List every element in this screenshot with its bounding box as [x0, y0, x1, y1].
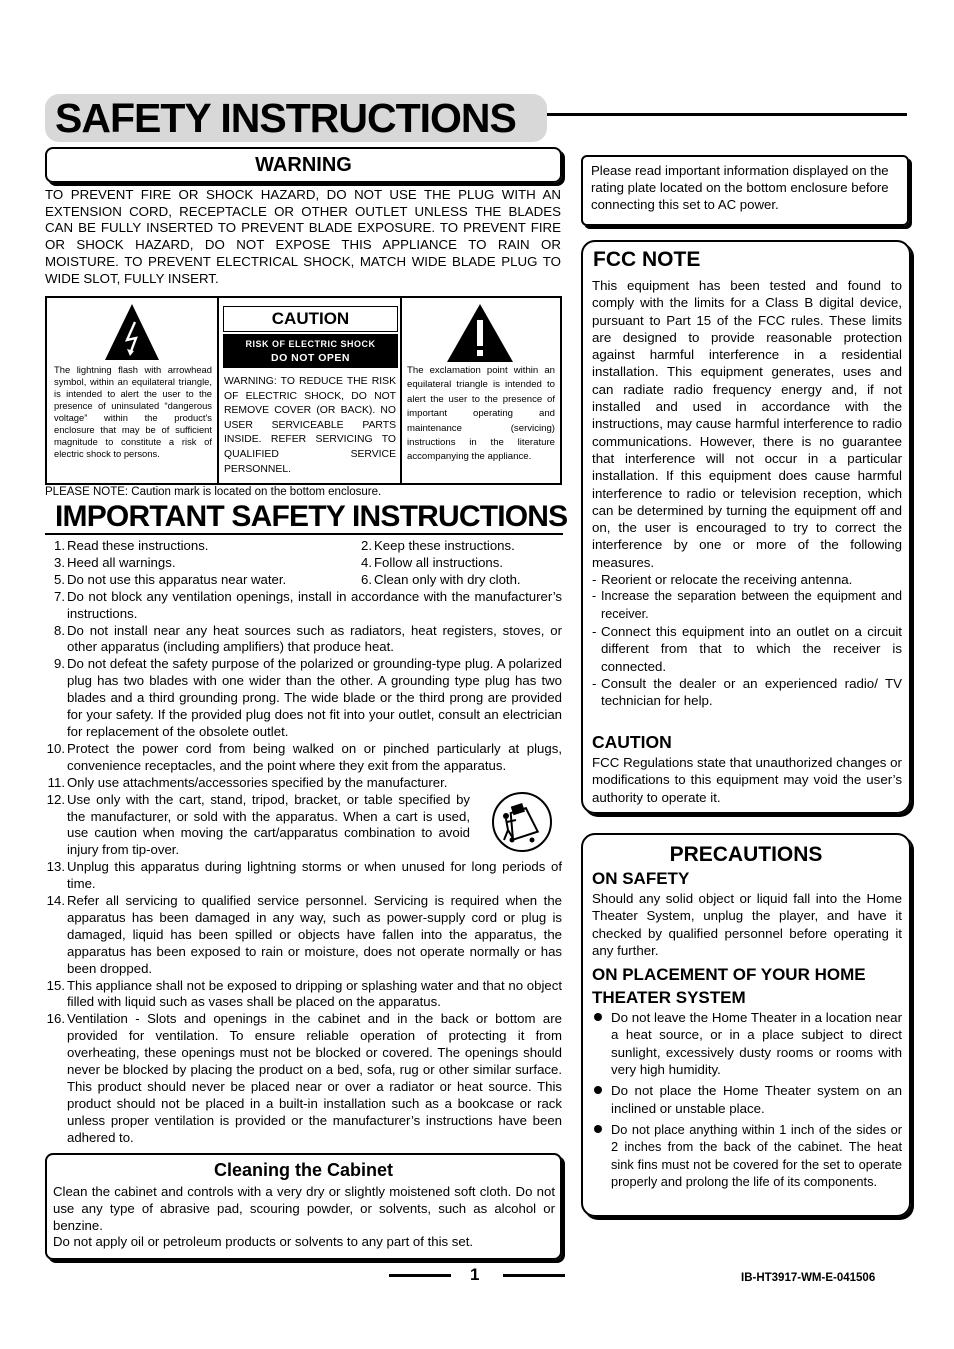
item-number: 4.	[361, 554, 372, 570]
fcc-caution-title: CAUTION	[592, 732, 672, 752]
item-text: Do not install near any heat sources such as radiators, heat registers, stoves, or other apparatus (including amplifiers) that produce heat.	[67, 622, 562, 655]
cleaning-title: Cleaning the Cabinet	[213, 1160, 393, 1180]
list-item	[592, 1121, 902, 1190]
item-number: 5.	[54, 571, 65, 587]
list-item	[45, 538, 562, 555]
cleaning-text-1: Clean the cabinet and controls with a very dry or slightly moistened soft cloth. Do not use any type of abrasive pad, scouring powder, or solvents, such as alcohol or benzine.	[53, 1184, 555, 1233]
list-item	[45, 589, 562, 623]
lightning-triangle-icon	[103, 302, 161, 362]
shock-line-2: DO NOT OPEN	[270, 352, 350, 364]
isi-title: IMPORTANT SAFETY INSTRUCTIONS	[55, 500, 568, 533]
placement-list	[592, 1009, 902, 1190]
item-text: Read these instructions.	[67, 538, 209, 553]
measure-text: Reorient or relocate the receiving antenna.	[601, 572, 853, 588]
item-number: 7.	[54, 588, 65, 604]
on-safety-text: Should any solid object or liquid fall into the Home Theater System, unplug the player, and have it checked by qualified personnel before operating it any further.	[592, 891, 902, 958]
precautions-box	[581, 833, 911, 1217]
fcc-caution-text: FCC Regulations state that unauthorized changes or modifications to this equipment may void the user’s authority to operate it.	[592, 755, 902, 805]
isi-rule	[45, 533, 563, 535]
bullet-icon	[594, 1013, 602, 1021]
item-number: 13.	[46, 859, 65, 875]
fcc-text: This equipment has been tested and found to comply with the limits for a Class B digital device, pursuant to Part 15 of the FCC rules. These limits are designed to provide reasonable protection against harmful interference in a residential installation. This equipment generates, uses and can radiate radio frequency energy and, if not installed and used in accordance with the instructions, may cause harmful interference to radio communications. However, there is no guarantee that interference will not occur in a particular installation. If this equipment does cause harmful interference to radio or television reception, which can be determined by turning the equipment off and on, the user is encouraged to try to correct the interference by one or more of the following measures.	[592, 278, 902, 570]
item-number: 1.	[54, 538, 65, 553]
cleaning-box	[45, 1153, 562, 1260]
lightning-text: The lightning flash with arrowhead symbol, within an equilateral triangle, is intended to alert the user to the presence of uninsulated “dangerous voltage” within the product's enclosure that may be of sufficient magnitude to constitute a risk of electric shock to persons.	[54, 364, 212, 459]
list-item	[45, 656, 562, 741]
item-number: 8.	[54, 622, 65, 638]
item-text: Refer all servicing to qualified service personnel. Servicing is required when the apparatus has been damaged in any way, such as power-supply cord or plug is damaged, liquid has been spilled or objects have fallen into the apparatus, the apparatus has been exposed to rain or moisture, does not operate normally or has been dropped.	[67, 893, 562, 976]
item-number: 11.	[47, 774, 65, 790]
lightning-panel	[47, 298, 219, 483]
item-text: Only use attachments/accessories specified by the manufacturer.	[67, 774, 448, 790]
list-item	[45, 792, 562, 860]
bullet-icon	[594, 1086, 602, 1094]
item-number: 6.	[361, 571, 372, 587]
exclamation-triangle-icon	[445, 302, 515, 364]
warning-heading: WARNING	[45, 147, 562, 183]
list-item	[45, 893, 562, 978]
item-number: 15.	[46, 977, 65, 993]
shock-line-1: RISK OF ELECTRIC SHOCK	[245, 339, 376, 349]
item-text: This appliance shall not be exposed to dripping or splashing water and that no object filled with liquid such as vases shall be placed on the apparatus.	[67, 977, 562, 1010]
rating-note-text: Please read important information displayed on the rating plate located on the bottom enclosure before connecting this set to AC power.	[591, 163, 889, 212]
fcc-body	[592, 277, 902, 709]
item-number: 16.	[46, 1011, 65, 1027]
list-item	[45, 1011, 562, 1146]
title-rule	[547, 113, 907, 116]
list-item: - Connect this equipment into an outlet on a circuit different from that to which the receiver is connected.	[592, 623, 902, 674]
instructions-list	[45, 538, 562, 1147]
placement-text: Do not place anything within 1 inch of the sides or 2 inches from the back of the cabinet. The heat sink fins must not be covered for the set to operate properly and prolong the life of its components.	[611, 1121, 902, 1189]
measure-text: Increase the separation between the equipment and receiver.	[601, 589, 902, 621]
item-text: Do not use this apparatus near water.	[67, 571, 287, 587]
caution-label: CAUTION	[223, 306, 398, 332]
page-number-rule-left	[389, 1274, 451, 1277]
exclamation-panel	[402, 298, 560, 483]
on-safety-title: ON SAFETY	[592, 869, 690, 888]
page-number-rule-right	[503, 1274, 565, 1277]
precautions-title: PRECAUTIONS	[669, 843, 823, 866]
placement-text: Do not leave the Home Theater in a location near a heat source, or in a place subject to direct sunlight, excessively dusty rooms or rooms with very high humidity.	[611, 1010, 902, 1078]
list-item	[45, 978, 562, 1012]
please-note: PLEASE NOTE: Caution mark is located on the bottom enclosure.	[45, 486, 382, 498]
list-item	[45, 572, 562, 589]
item-text: Keep these instructions.	[374, 538, 515, 553]
item-number: 12.	[46, 791, 65, 807]
on-placement-title: ON PLACEMENT OF YOUR HOME THEATER SYSTEM	[592, 965, 866, 1008]
page-title: SAFETY INSTRUCTIONS	[55, 95, 516, 141]
document-code: IB-HT3917-WM-E-041506	[741, 1272, 876, 1284]
measure-text: Connect this equipment into an outlet on a circuit different from that to which the receiver is connected.	[601, 623, 902, 674]
cleaning-text	[53, 1184, 555, 1251]
list-item	[45, 775, 562, 792]
item-text: Ventilation - Slots and openings in the cabinet and in the back or bottom are provided for ventilation. To ensure reliable operation of protecting it from overheating, these openings must not be blocked or covered. The openings should never be blocked by placing the product on a bed, sofa, rug or other similar surface. This product should never be placed near or over a radiator or heat source. This product should not be placed in a built-in installation such as a bookcase or rack unless proper ventilation is provided or the manufacturer’s instructions have been adhered to.	[67, 1011, 562, 1145]
list-item: - Reorient or relocate the receiving antenna.	[592, 572, 853, 588]
placement-text: Do not place the Home Theater system on an inclined or unstable place.	[611, 1083, 902, 1116]
list-item	[45, 859, 562, 893]
item-text: Unplug this apparatus during lightning storms or when unused for long periods of time.	[67, 859, 562, 892]
rating-note-box	[581, 155, 909, 226]
cart-tipover-icon	[490, 790, 554, 854]
item-text: Follow all instructions.	[374, 554, 503, 570]
item-number: 3.	[54, 554, 65, 570]
exclamation-text: The exclamation point within an equilateral triangle is intended to alert the user to the presence of important operating and maintenance (servicing) instructions in the literature accompanying the appliance.	[407, 365, 555, 463]
bullet-icon	[594, 1125, 602, 1133]
item-number: 10.	[46, 740, 65, 756]
item-number: 2.	[361, 538, 372, 553]
list-item: - Consult the dealer or an experienced radio/ TV technician for help.	[592, 675, 902, 709]
list-item: - Increase the separation between the equipment and receiver.	[592, 589, 902, 621]
item-text: Heed all warnings.	[67, 554, 176, 570]
item-text: Protect the power cord from being walked on or pinched particularly at plugs, convenience receptacles, and the point where they exit from the apparatus.	[67, 740, 562, 773]
list-item	[45, 741, 562, 775]
list-item	[45, 555, 562, 572]
warning-text: TO PREVENT FIRE OR SHOCK HAZARD, DO NOT USE THE PLUG WITH AN EXTENSION CORD, RECEPTACLE OR OTHER OUTLET UNLESS THE BLADES CAN BE FULLY INSERTED TO PREVENT BLADE EXPOSURE. TO PREVENT FIRE OR SHOCK HAZARD, DO NOT EXPOSE THIS APPLIANCE TO RAIN OR MOISTURE. TO PREVENT ELECTRICAL SHOCK, MATCH WIDE BLADE PLUG TO WIDE SLOT, FULLY INSERT.	[45, 187, 561, 286]
item-number: 9.	[54, 656, 65, 672]
caution-text: WARNING: TO REDUCE THE RISK OF ELECTRIC SHOCK, DO NOT REMOVE COVER (OR BACK). NO USER SERVICEABLE PARTS INSIDE. REFER SERVICING TO QUALIFIED SERVICE PERSONNEL.	[224, 376, 396, 475]
item-number: 14.	[46, 893, 65, 909]
item-text: Use only with the cart, stand, tripod, bracket, or table specified by the manufacturer, or sold with the apparatus. When a cart is used, use caution when moving the cart/apparatus combination to avoid injury from tip-over.	[67, 791, 470, 858]
item-text: Do not block any ventilation openings, install in accordance with the manufacturer’s instructions.	[67, 588, 562, 621]
cleaning-text-2: Do not apply oil or petroleum products or solvents to any part of this set.	[53, 1234, 474, 1250]
item-text: Do not defeat the safety purpose of the polarized or grounding-type plug. A polarized plug has two blades with one wider than the other. A grounding type plug has two blades and a third grounding prong. The wide blade or the third prong are provided for your safety. If the provided plug does not fit into your outlet, consult an electrician for replacement of the obsolete outlet.	[67, 656, 562, 739]
item-text: Clean only with dry cloth.	[374, 571, 521, 587]
caution-panel	[219, 298, 402, 483]
measure-text: Consult the dealer or an experienced radio/ TV technician for help.	[601, 675, 902, 709]
list-item	[592, 1082, 902, 1117]
fcc-title: FCC NOTE	[593, 248, 701, 271]
safety-symbols-panel	[45, 296, 562, 485]
page-number: 1	[470, 1265, 480, 1284]
precautions-content	[592, 868, 902, 1194]
fcc-note-box	[581, 240, 911, 814]
list-item	[592, 1009, 902, 1078]
shock-warning-bar	[223, 334, 398, 368]
list-item	[45, 623, 562, 657]
